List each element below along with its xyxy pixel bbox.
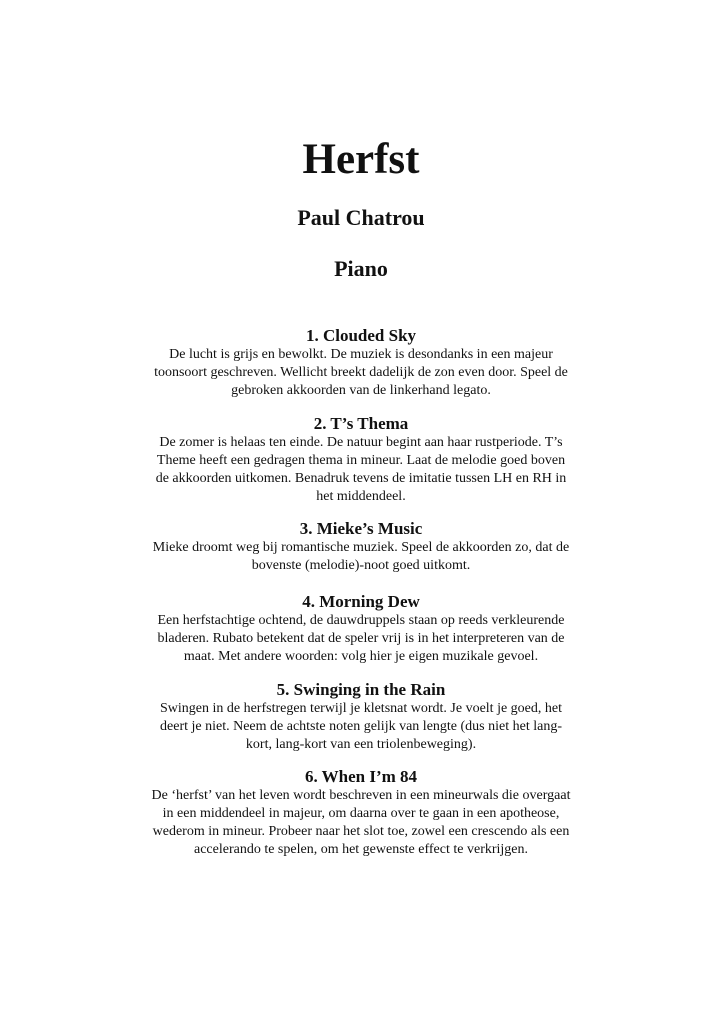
piece-6 bbox=[120, 766, 602, 859]
piece-description-line: de akkoorden uitkomen. Benadruk tevens de imitatie tussen LH en RH in bbox=[155, 471, 567, 486]
piece-description-line: Mieke droomt weg bij romantische muziek. Speel de akkoorden zo, dat de bbox=[152, 540, 570, 555]
piece-1 bbox=[120, 325, 602, 400]
piece-description-line: Swingen in de herfstregen terwijl je kletsnat wordt. Je voelt je goed, het bbox=[159, 701, 562, 716]
piece-4 bbox=[120, 591, 602, 666]
composer-name: Paul Chatrou bbox=[297, 205, 425, 230]
piece-description-line: wederom in mineur. Probeer naar het slot toe, zowel een crescendo als een bbox=[152, 824, 570, 839]
piece-description-line: bladeren. Rubato betekent dat de speler vrij is in het interpreteren van de bbox=[157, 631, 565, 646]
piece-heading: 3. Mieke’s Music bbox=[299, 519, 423, 538]
piece-heading: 6. When I’m 84 bbox=[304, 767, 418, 786]
piece-heading: 5. Swinging in the Rain bbox=[276, 680, 446, 699]
piece-description-line: De lucht is grijs en bewolkt. De muziek is desondanks in een majeur bbox=[169, 347, 553, 362]
piece-description-line: De zomer is helaas ten einde. De natuur begint aan haar rustperiode. T’s bbox=[159, 435, 563, 450]
piece-description-line: Theme heeft een gedragen thema in mineur. Laat de melodie goed boven bbox=[156, 453, 566, 468]
piece-description-line: in een middendeel in majeur, om daarna over te gaan in een apotheose, bbox=[162, 806, 560, 821]
document-title: Herfst bbox=[302, 136, 420, 183]
piece-description-line: maat. Met andere woorden: volg hier je eigen muzikale gevoel. bbox=[183, 649, 539, 664]
piece-description-line: Een herfstachtige ochtend, de dauwdruppels staan op reeds verkleurende bbox=[157, 613, 565, 628]
piece-5 bbox=[120, 679, 602, 754]
piece-description-line: kort, lang-kort van een triolenbeweging). bbox=[245, 737, 477, 752]
piece-description-line: toonsoort geschreven. Wellicht breekt dadelijk de zon even door. Speel de bbox=[154, 365, 568, 380]
piece-description-line: De ‘herfst’ van het leven wordt beschreven in een mineurwals die overgaat bbox=[151, 788, 571, 803]
piece-heading: 2. T’s Thema bbox=[313, 414, 409, 433]
piece-description-line: gebroken akkoorden van de linkerhand legato. bbox=[231, 383, 491, 398]
instrument-name: Piano bbox=[334, 256, 388, 281]
piece-3 bbox=[120, 518, 602, 575]
piece-2 bbox=[120, 413, 602, 506]
piece-description-line: deert je niet. Neem de achtste noten gelijk van lengte (dus niet het lang- bbox=[160, 719, 562, 734]
piece-description-line: het middendeel. bbox=[316, 489, 406, 504]
piece-description-line: bovenste (melodie)-noot goed uitkomt. bbox=[251, 558, 471, 573]
piece-heading: 4. Morning Dew bbox=[302, 592, 420, 611]
piece-heading: 1. Clouded Sky bbox=[305, 326, 417, 345]
piece-description-line: accelerando te spelen, om het gewenste effect te verkrijgen. bbox=[193, 842, 529, 857]
